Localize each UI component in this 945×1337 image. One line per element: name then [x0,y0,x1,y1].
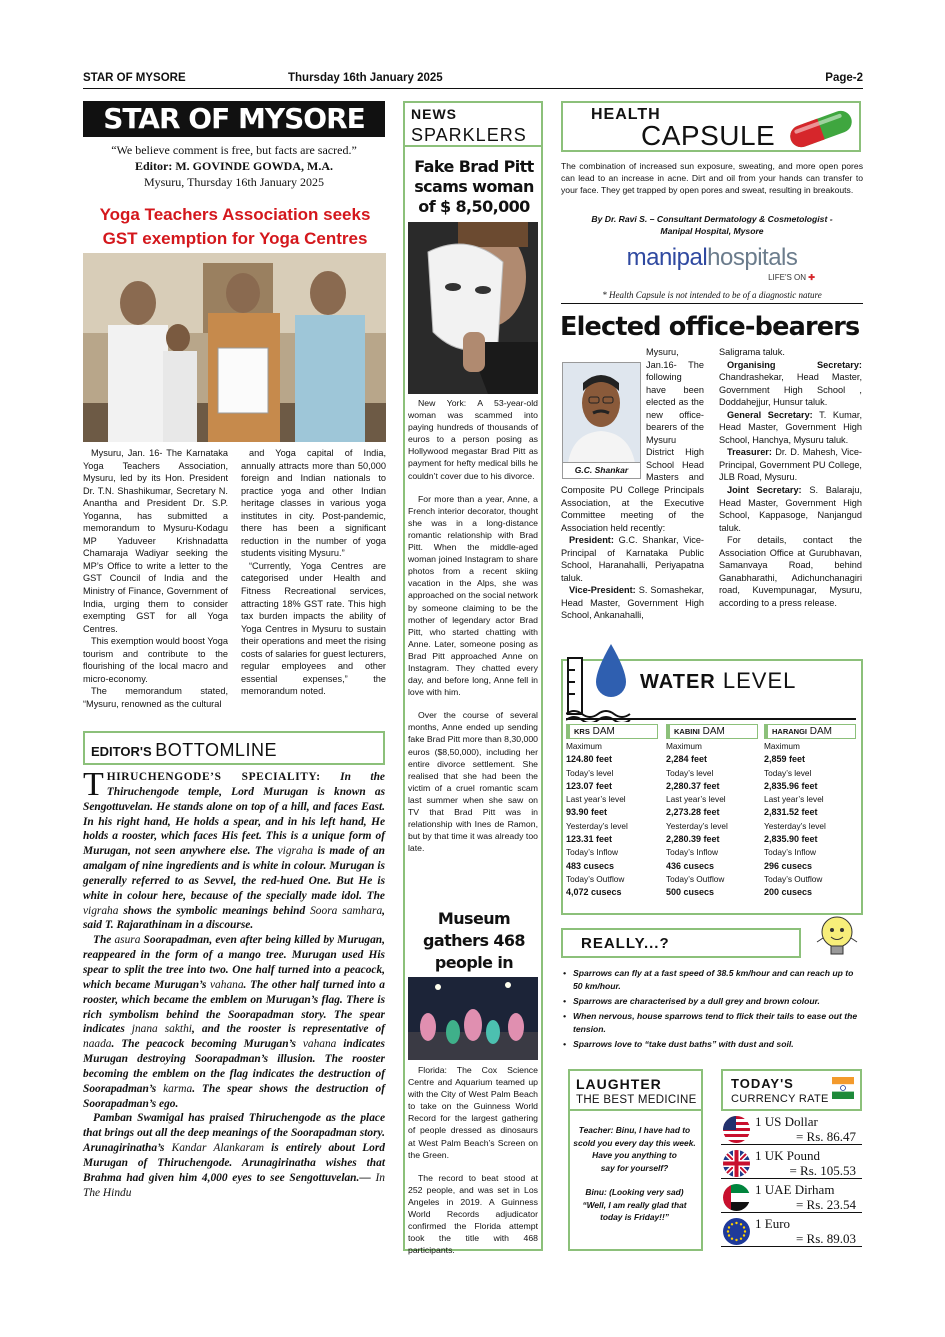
really-label: REALLY...? [581,935,670,952]
dam-label: Maximum [566,741,602,751]
role-value: S. Balaraju, Head Master, Government High School, Kappasoge, Nanjangud taluk. [719,485,863,533]
dam-label: Today’s Inflow [666,847,718,858]
currency-aed [721,1181,862,1213]
health-byline [561,213,863,237]
role-label: President: [569,535,614,546]
dam-word: DAM [702,726,725,737]
manipal-brand [627,244,798,271]
joke-text [563,1124,706,1224]
editorial-source: In The Hindu [83,1171,385,1199]
lightbulb-icon [812,912,862,962]
editorial-text-run: . The peacock becoming Murugan’s [111,1038,303,1051]
uk-flag-icon [723,1150,750,1177]
dam-label: Yesterday’s level [566,820,628,831]
editorial-term: naada [83,1038,112,1051]
elected-intro [561,346,704,534]
elected-cont: Saligrama taluk. [719,347,785,357]
elected-headline: Elected office-bearers [560,312,860,342]
dam-value: 296 cusecs [764,860,813,871]
uae-flag-icon [723,1184,750,1211]
dam-label: Today’s level [764,767,812,778]
editorial-kicker: HIRUCHENGODE’S SPECIALITY: [106,771,321,783]
yoga-para: and Yoga capital of India, annually attracts more than 50,000 foreign and Indian nationals to practice yoga and other Indian heritage classes in various yoga institutes in city. Post-pandemic, there has been a significant reduction in the number of yoga students visiting Mysuru.” [241,448,386,559]
dam-label: Last year’s level [566,794,626,805]
currency-name: 1 UK Pound [755,1148,821,1163]
water-label: WATER [640,671,716,693]
joke-line: say for yourself? [600,1162,669,1173]
editorial-text-run: The [93,934,115,947]
editorial-term: Soora samhara [310,904,383,917]
laughter-box [568,1069,703,1111]
editorial-text [83,766,385,1200]
dam-value: 93.90 feet [566,807,608,818]
yoga-photo [83,253,386,442]
dam-label: Today’s Outflow [764,873,823,884]
dam-label: Last year’s level [666,794,726,805]
dam-name: HARANGI [772,727,807,736]
health-capsule-box [561,101,861,152]
editorial-text-run: is made of an amalgam of nine ingredients and is white in colour. Murugan is generally referred to as Sevvel, the red-hued One. But He is white in colour here, because of the specially made idol. The [83,845,385,902]
currency-value: = Rs. 86.47 [795,1129,856,1144]
role-joint-secretary [719,484,862,534]
joke-line: today is Friday!!” [600,1212,669,1222]
byline-line1: By Dr. Ravi S. – Consultant Dermatology & Cosmetologist - [591,214,833,224]
editorial-text-run: In the Thiruchengode temple, Lord Murugan is known as Sengottuvelan. He stands alone on top of a hill, and faces East. In his right hand, He holds a spear, and in his left hand, He holds a rooster, which faces His feet. This is a unique form of Murugan, not seen anywhere else. The [83,771,385,858]
dam-heading [764,724,856,739]
masthead-dateline: Mysuru, Thursday 16th January 2025 [143,175,325,189]
dam-label: Today’s Outflow [666,873,725,884]
laughter-label: LAUGHTER [576,1076,662,1092]
dam-value: 200 cusecs [764,887,813,898]
list-item: • Sparrows can fly at a fast speed of 38.5 km/hour and can reach up to 50 km/hour. [561,967,863,993]
role-general-secretary [719,409,862,447]
currency-gbp [721,1147,862,1179]
editorial-term: vahana [302,1038,337,1051]
dam-value: 2,284 feet [666,754,708,765]
dam-label: Today’s level [666,767,714,778]
editor-line: Editor: M. GOVINDE GOWDA, M.A. [135,159,333,173]
editorial-text-run: Pamban Swamigal has praised Thiruchengode as the place that brings out all the deep meanings of the Soorapadman story. Arunagirinatha’s [83,1112,385,1155]
dinosaur-photo [408,977,538,1060]
us-flag-icon [723,1116,750,1143]
dam-heading [666,724,758,739]
masthead-info [83,142,385,190]
currency-rate-label: CURRENCY RATE [731,1093,829,1105]
yoga-para: Mysuru, Jan. 16- The Karnataka Yoga Teachers Association, Mysuru, led by its Hon. President Dr. T.N. Shashikumar, Secretary N. Anantha and President Dr. S.P. Yoganna, has submitted a memorandum to Mysuru-Kodagu MP Yaduveer Krishnadatta Chamaraja Wadiyar seeking the MP’s Office to write a letter to the GST Council of India and the Ministry of Finance, Government of India, urging them to consider exempting GST for all Yoga Centres. [83,448,228,634]
india-flag-icon [832,1077,854,1099]
yoga-column-2 [241,447,386,698]
plus-icon: ✚ [808,273,815,282]
really-box [561,928,801,958]
news-sparklers-box [403,101,543,147]
capsule-icon [781,106,861,152]
water-level-title [640,668,796,694]
editorial-text-run: Soorapadman, even after being killed by Murugan, reappeared in the form of a mango tree. Murugan used His spear to split the tree into two. One half turned into a peacock, which became Murugan’s [83,934,385,991]
dam-value: 123.31 feet [566,834,613,845]
elected-contact: For details, contact the Association Office at Gurubhavan, Samanvaya Road, behind Ganabharathi, Adichunchanagiri road, Kuvempunagar, Mysuru, according to a press release. [719,535,862,608]
editorial-term: jnana sakthi [131,1023,192,1036]
editors-bottomline-label [91,740,277,761]
editorial-term: asura [114,934,141,947]
motto: “We believe comment is free, but facts are sacred.” [111,143,357,157]
level-label: LEVEL [722,668,797,693]
dam-value: 500 cusecs [666,887,715,898]
dam-name: KRS [574,727,590,736]
currency-usd [721,1113,862,1145]
health-disclaimer: * Health Capsule is not intended to be of a diagnostic nature [561,290,863,304]
page-header [83,72,863,89]
role-label: General Secretary: [727,409,813,420]
header-date: Thursday 16th January 2025 [288,72,443,84]
editorial-text-run: . The other half turned into a rooster, which became the emblem on Murugan’s flag. There is rich symbolism behind the Soorapadman story. The spear indicates [83,978,385,1036]
list-item: • When nervous, house sparrows tend to flick their tails to ease out the tension. [561,1010,863,1036]
water-divider [566,718,856,720]
dam-value: 2,273.28 feet [666,807,720,818]
museum-story [408,1064,538,1267]
dam-label: Last year’s level [764,794,824,805]
role-value: Dr. D. Mahesh, Vice-Principal, Government PU College, JLB Road, Mysuru. [719,447,862,483]
role-president [561,534,704,584]
health-label: HEALTH [591,106,661,123]
dam-word: DAM [809,726,833,737]
best-medicine-label: THE BEST MEDICINE [576,1094,697,1106]
story-para: New York: A 53-year-old woman was scammed into paying hundreds of thousands of euros to a person posing as Hollywood megastar Brad Pitt as payment for hefty medical bills he couldn’t cover due to his divorce. [408,398,538,481]
mask-photo [408,222,538,394]
editorial-term: vigraha [83,904,119,917]
header-page-number: Page-2 [825,72,863,84]
currency-name: 1 Euro [755,1216,791,1231]
list-item: • Sparrows are characterised by a dull grey and brown colour. [561,995,863,1008]
elected-column-2 [719,346,862,609]
editorial-term: Kandar Alankaram [171,1142,264,1155]
elected-intro-text: Mysuru, Jan.16- The following have been elected as the new office-bearers of the Mysuru District High School Head Masters and Composite PU College Principals Association, at the Executive Committee meeting of the Association held recently: [561,347,704,533]
brad-pitt-headline: Fake Brad Pitt scams woman of $ 8,50,000 [414,157,534,216]
health-text: The combination of increased sun exposure, sweating, and more open pores can lead to an increase in acne. Dirt and oil from your hands can transfer to your face. They get trapped by open pores and sweat, resulting in breakouts. [561,161,863,195]
dinosaur-photo-illustration [408,977,538,1060]
dam-label: Today’s Inflow [764,847,816,858]
brand-part-b: hospitals [707,244,798,271]
role-label: Vice-President: [569,585,636,596]
editorial-text-run: . The spear shows the destruction of Soorapadman’s ego. [83,1082,385,1110]
role-organising-secretary [719,359,862,409]
editorial-text-run: indicates Murugan destroying Soorapadman’s illusion. The rooster becoming the emblem on the flag indicates the destruction of Soorapadman’s [83,1038,385,1095]
yoga-para: The memorandum stated, “Mysuru, renowned as the cultural [83,686,228,709]
dam-value: 483 cusecs [566,860,615,871]
dam-value: 4,072 cusecs [566,887,622,898]
yoga-headline-line2: GST exemption for Yoga Centres [102,229,368,248]
dam-label: Today’s Inflow [566,847,618,858]
joke-line: “Well, I am really glad that [582,1199,687,1210]
currency-eur [721,1215,862,1247]
currency-box [721,1069,862,1111]
dam-label: Yesterday’s level [666,820,728,831]
yoga-photo-illustration [83,253,386,442]
role-value: S. Somashekar, Head Master, Government High School, Ankanahalli, [561,585,704,621]
story-para: Florida: The Cox Science Centre and Aquarium teamed up with the City of West Palm Beach to take on the Guinness World Record for the largest gathering of people dressed as dinosaurs at West Palm Beach’s Screen on the Green. [408,1065,538,1160]
role-treasurer [719,446,862,484]
editorial-text-run: shows the symbolic meanings behind [118,904,311,917]
editorial-term: vahana [210,978,244,991]
dam-label: Today’s Outflow [566,873,625,884]
editors-label: EDITOR'S [91,744,152,759]
story-para: Over the course of several months, Anne ended up sending fake Brad Pitt more than 8,30,000 euros ($8,50,000), including her entire divorce settlement. She realised that she had been the victim of a cruel romantic scam last summer when she saw on TV that Brad Pitt was in relationship with Ines de Ramon, but by that time it was already too late. [408,710,538,854]
joke-line: Binu: (Looking very sad) [585,1187,684,1197]
dam-label: Today’s level [566,767,614,778]
dam-heading [566,724,658,739]
news-label: NEWS [411,106,457,122]
water-drop-icon [566,640,636,722]
bottomline-label: BOTTOMLINE [155,740,277,760]
story-para: The record to beat stood at 252 people, and was set in Los Angeles in 2019. A Guinness World Records adjudicator confirmed the Florida attempt took the title with 468 participants. [408,1172,538,1256]
sparklers-label: SPARKLERS [411,125,527,145]
dam-value: 2,280.37 feet [666,780,720,791]
masthead-title: STAR OF MYSORE [83,101,385,137]
todays-label: TODAY'S [731,1076,794,1091]
health-corner [561,101,583,123]
role-label: Joint Secretary: [727,485,802,496]
harangi-dam [764,724,856,900]
mask-photo-illustration [408,222,538,394]
dam-word: DAM [592,726,615,737]
currency-name: 1 UAE Dirham [755,1182,835,1197]
editorial-text-run: is entirely about Lord Murugan of Thiruchengode. Arunagirinatha wishes that Brahma had given him 4,000 eyes to see Sengottuvelan.— [83,1142,385,1184]
dam-value: 124.80 feet [566,754,613,765]
dam-value: 123.07 feet [566,780,613,791]
capsule-label: CAPSULE [641,120,776,151]
dam-name: KABINI [674,727,700,736]
role-label: Organising Secretary: [727,359,862,370]
really-list [561,967,863,1053]
brand-part-a: manipal [626,244,708,271]
yoga-headline-line1: Yoga Teachers Association seeks [99,205,371,224]
editors-bottomline-box [83,731,385,765]
manipal-tagline [768,273,815,282]
drop-cap: T [83,766,104,803]
dam-label: Maximum [764,741,800,751]
role-label: Treasurer: [727,447,772,458]
currency-name: 1 US Dollar [755,1114,818,1129]
currency-value: = Rs. 105.53 [789,1163,856,1178]
dam-value: 2,859 feet [764,754,806,765]
role-value: G.C. Shankar, Vice-Principal of Karnataka Public School, Haranahalli, Periyapatna taluk. [561,535,704,583]
role-value: Chandrashekar, Head Master, Government High School , Doddahejjur, Hunsur taluk. [719,372,862,408]
krs-dam [566,724,658,900]
yoga-para: “Currently, Yoga Centres are categorised under Health and Fitness Recreational services, attracting 18% GST rate. This high tax burden impacts the ability of Yoga Centres in Mysuru to sustain their operations and meet the rising costs of salaries for guest lecturers, regular employees and other essential expenses,” the memorandum noted. [241,560,386,697]
header-paper-name: STAR OF MYSORE [83,72,186,84]
joke-line: Teacher: Binu, I have had to [578,1125,691,1135]
museum-headline: Museum gathers 468 people in [423,909,525,972]
byline-line2: Manipal Hospital, Mysore [660,226,764,236]
photo-caption: G.C. Shankar [563,462,640,478]
brad-pitt-story [408,397,538,865]
dam-value: 2,835.90 feet [764,834,818,845]
yoga-para: This exemption would boost Yoga tourism and contribute to the flourishing of the local macro and micro-economy. [83,636,228,684]
tagline-text: LIFE'S ON [768,273,807,282]
photo-spacer [561,346,646,480]
dam-value: 2,835.96 feet [764,780,818,791]
editorial-text-run: , said T. Rajarathinam in a discourse. [83,904,385,932]
dam-value: 436 cusecs [666,860,715,871]
role-value: T. Kumar, Head Master, Government High School, Hanchya, Mysuru taluk. [719,409,862,445]
editorial-term: vigraha [277,845,314,858]
yoga-column-1 [83,447,228,710]
list-item: • Sparrows love to “take dust baths” with dust and soil. [561,1038,863,1051]
currency-value: = Rs. 23.54 [795,1197,856,1212]
dam-value: 2,831.52 feet [764,807,818,818]
manipal-logo [561,244,863,282]
dam-label: Maximum [666,741,702,751]
currency-value: = Rs. 89.03 [795,1231,856,1246]
eu-flag-icon [723,1218,750,1245]
dam-value: 2,280.39 feet [666,834,720,845]
editorial-term: karma [163,1082,193,1095]
joke-line: scold you every day this week. [573,1137,696,1148]
role-vice-president [561,584,704,622]
kabini-dam [666,724,758,900]
elected-column-1 [561,346,704,622]
editorial-text-run: , and the rooster is representative of [191,1023,385,1036]
dam-label: Yesterday’s level [764,820,826,831]
story-para: For more than a year, Anne, a French interior decorator, thought she was in a long-distance romantic relationship with Brad Pitt. When the middle-aged woman joined Instagram to share photos from a recent skiing vacation in the Alps, she was approached on the social network by someone claiming to be the mother of legendary actor Brad Pitt, who started chatting with Anne. Later, someone posing as Brad Pitt approached Anne on Instagram. They chatted every day, and before long, Anne fell in love with him. [408,493,538,698]
joke-line: Have you anything to [592,1150,677,1160]
